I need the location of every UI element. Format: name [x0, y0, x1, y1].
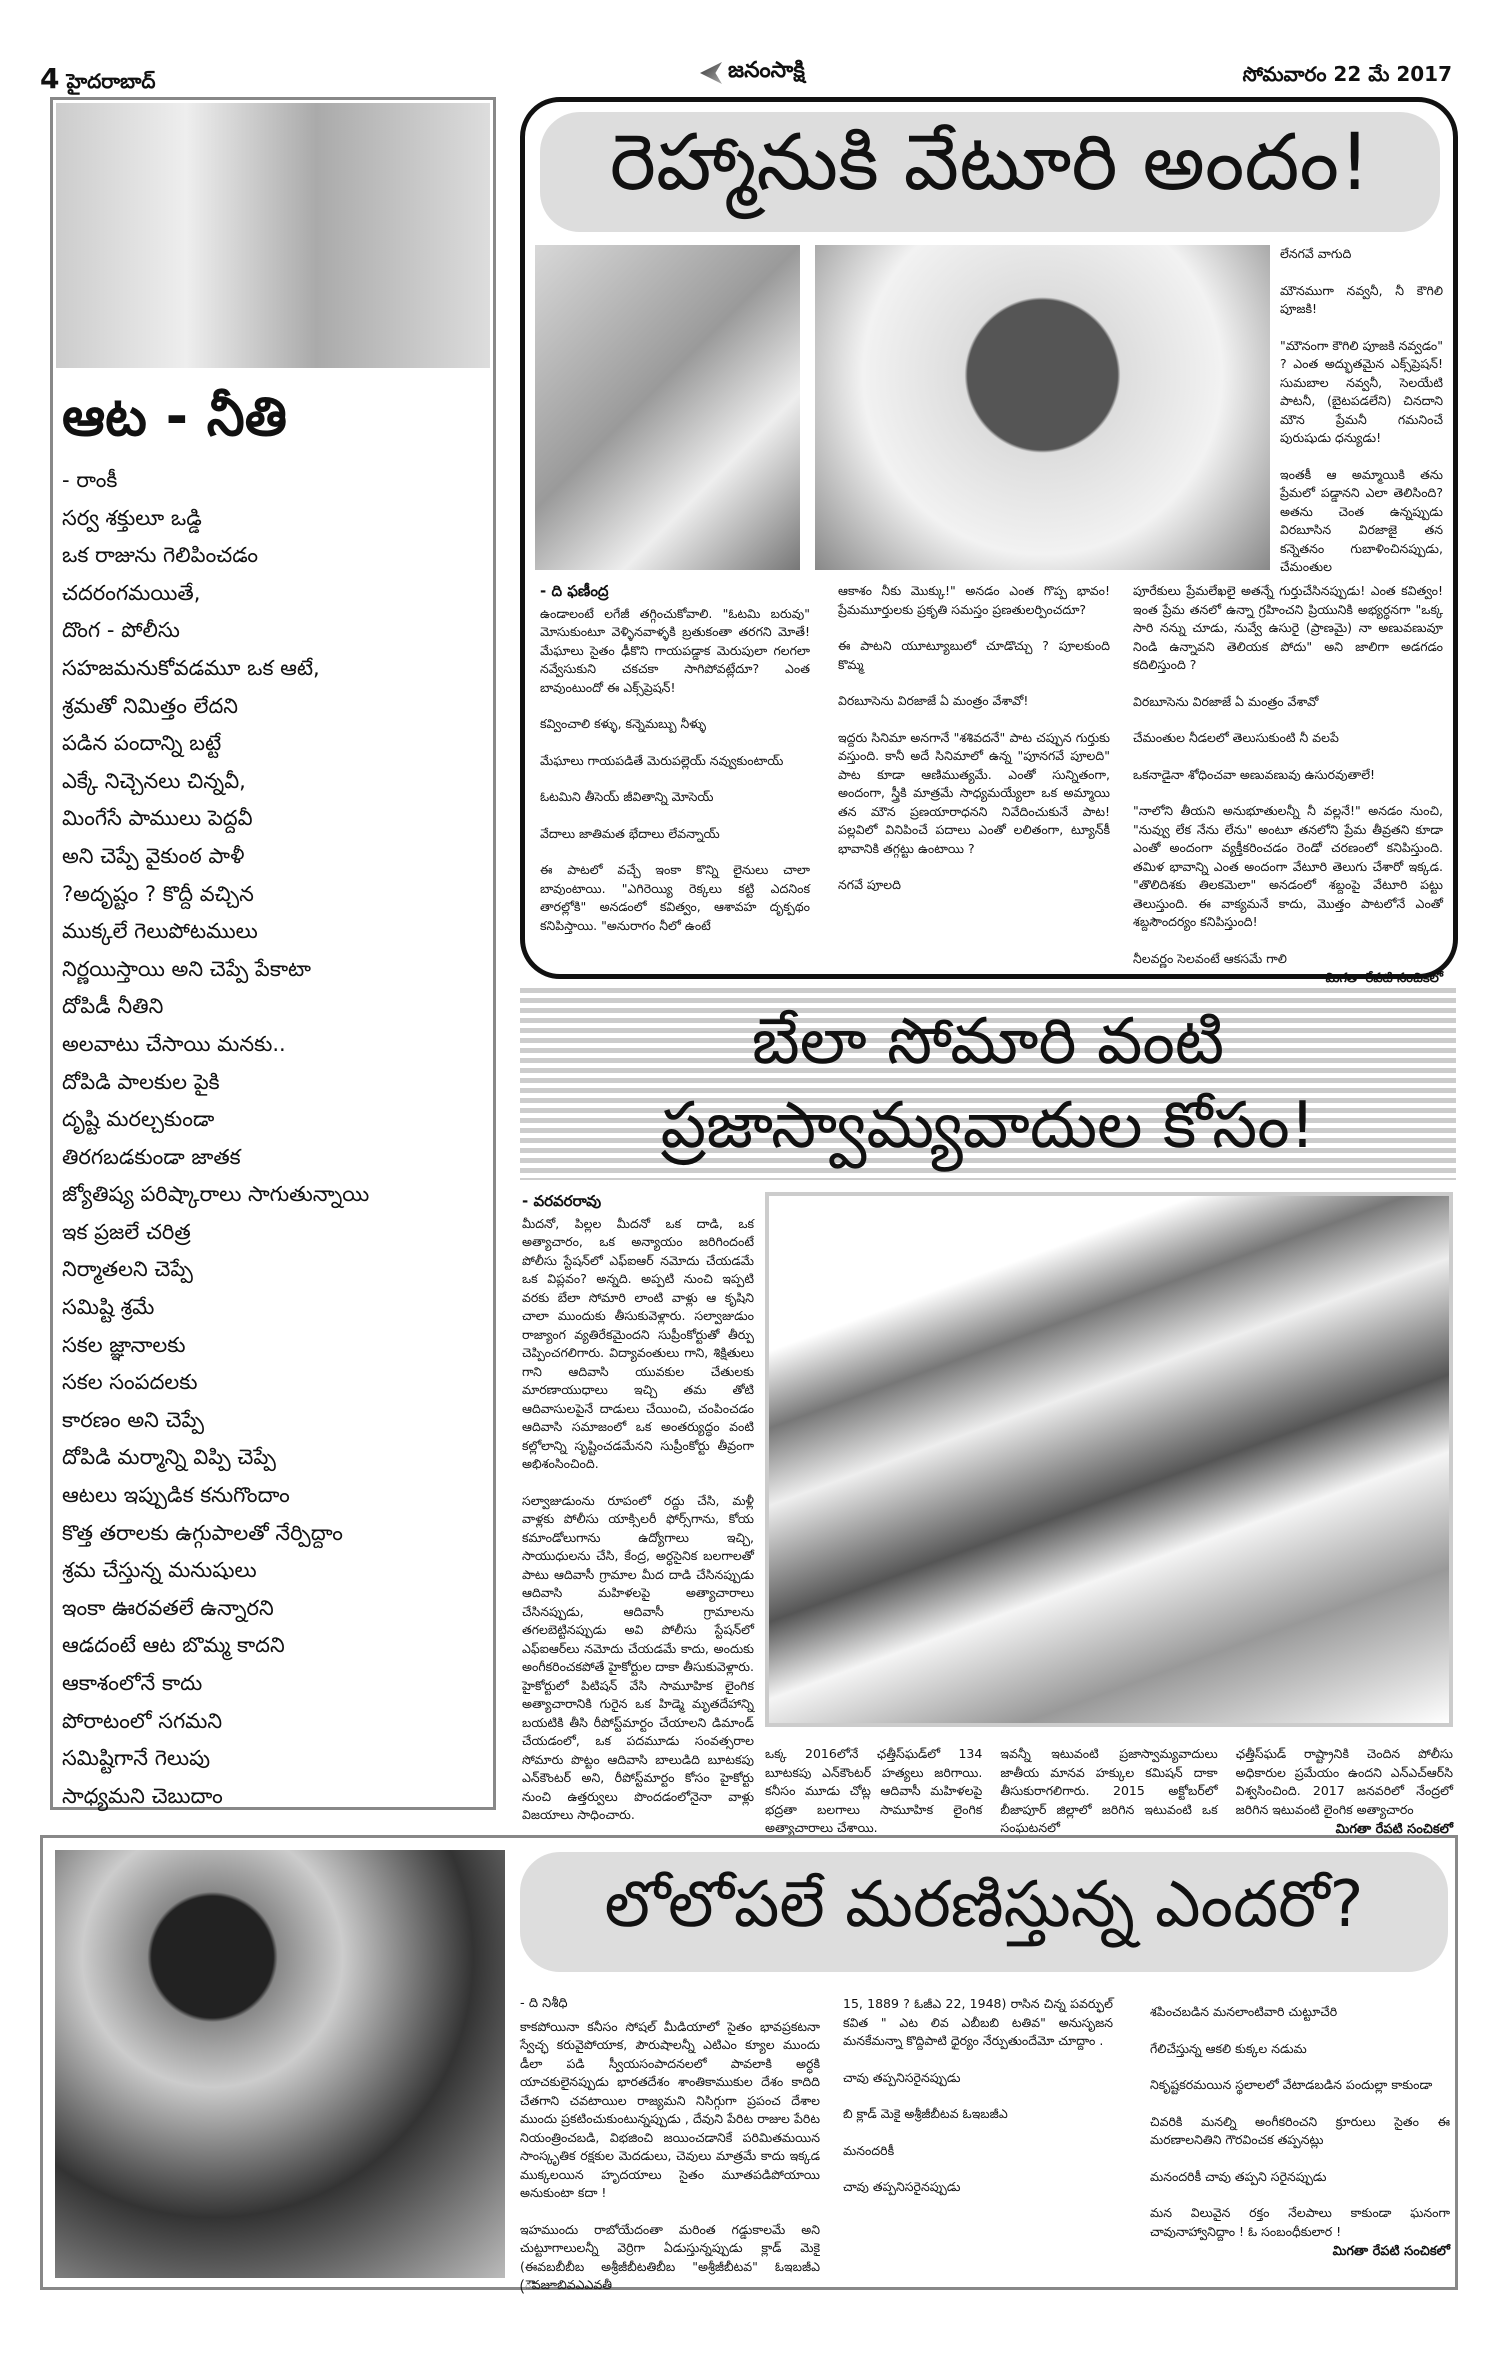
paragraph: చావు తప్పనిసరైనప్పుడు — [843, 2179, 961, 2194]
article1-footer — [1133, 950, 1443, 989]
page-number: 4 — [40, 62, 60, 95]
poem-line: ఆటలు ఇప్పుడిక కనుగొందాం — [62, 1483, 290, 1508]
article2-headline-line2: ప్రజాస్వామ్యవాదుల కోసం! — [660, 1089, 1316, 1163]
poem-line: ఆడదంటే ఆట బొమ్మ కాదని — [62, 1633, 285, 1658]
poet-photo — [55, 1850, 505, 2278]
poem-line: శ్రమ చేస్తున్న మనుషులు — [62, 1558, 257, 1583]
paragraph: కాకపోయినా కనీసం సోషల్ మీడియాలో సైతం భావప్రకటనా స్వేచ్ఛ కరువైపోయాక, పౌరుషాలన్నీ ఎటిఎం క్యూల ముందు డీలా పడి స్వీయసంపాదనలలో పావలాకి అర్ధకి యాచకులైనప్పుడు భారతదేశం శాంతికాముకుల దేశం కాదిది చేతగాని చవటాయిల రాజ్యమని నిసిగ్గుగా ప్రపంచ దేశాల ముందు ప్రకటించుకుంటున్నప్పుడు , దేవుని పేరిట రాజుల పేరిట నియంత్రించబడి, విభజించి జయించడానికే పరిమితమయిన సాంస్కృతిక రక్షకుల మెదడులు, చెవులు మాత్రమే కాదు ఇక్కడ ముక్కలయిన హృదయాలు సైతం మూతపడిపోయాయి అనుకుంటా కదా ! — [520, 2018, 820, 2200]
paragraph: ఇహముందు రాబోయేదంతా మరింత గడ్డుకాలమే అని చుట్టూగాలులన్నీ వెర్రిగా ఏడుస్తున్నప్పుడు క్లాడ్ మెకై (ఈవబబీబీబ అశ్రీజీబీటతిబీబ "అశ్రీజీబీటవ" ఓఇబజీఎ (ౌవజూబివఎఎవతీ — [520, 2221, 820, 2292]
paragraph: మేఘాలు గాయపడితే మెరుపల్లెయ్ నవ్వుకుంటాయ్ — [540, 752, 784, 768]
page-date: సోమవారం 22 మే 2017 — [1242, 62, 1452, 86]
paragraph: వేదాలు జాతిమత భేదాలు లేవన్నాయ్ — [540, 825, 720, 841]
paragraph: "నాలోని తీయని అనుభూతులన్నీ నీ వల్లనే!" అనడం నుంచి, "నువ్వు లేక నేను లేను" అంటూ తనలోని ప్రేమ తీవ్రతని కూడా ఎంతో అందంగా వ్యక్తీకరించడం రెండో చరణంలో కనిపిస్తుంది. తమిళ భావాన్ని ఎంత అందంగా వేటూరి తెలుగు చేశారో ఇక్కడ. "తొలిదిశకు తిలకమెలా" అనడంలో శబ్దంపై వేటూరి పట్టు తెలుస్తుంది. ఈ వాక్యమనే కాదు, మొత్తం పాటలోనే ఎంతో శబ్దసౌందర్యం కనిపిస్తుంది! — [1133, 803, 1443, 929]
paragraph: బి క్లాడ్ మెకై అశ్రీజీబీటవ ఓఇబజీఎ — [843, 2106, 1008, 2121]
article2-headline-line1: బేలా సోమారి వంటి — [751, 1005, 1225, 1079]
article3-headline: లోలోపలే మరణిస్తున్న ఎందరో? — [520, 1852, 1448, 1972]
article1-col-3 — [1133, 582, 1443, 989]
bottom-column — [1000, 1745, 1217, 1838]
article3-col-3 — [1150, 2003, 1450, 2262]
poem-line: పడిన పందాన్ని బట్టే — [62, 731, 222, 756]
paragraph: మన విలువైన రక్తం నేలపాలు కాకుండా ఘనంగా చావునాహ్వానిద్దాం ! ఓ సంబంధీకులార ! — [1150, 2205, 1450, 2239]
poem-line: కొత్త తరాలకు ఉగ్గుపాలతో నేర్పిద్దాం — [62, 1520, 343, 1545]
logo-icon — [700, 62, 722, 84]
article2-artwork — [765, 1192, 1453, 1727]
poem-line: దోపిడీ నీతిని — [62, 994, 164, 1019]
poem-line: తిరగబడకుండా జాతక — [62, 1144, 241, 1169]
continued-label: మిగతా రేపటి సంచికలో — [1325, 971, 1443, 986]
poem-illustration — [56, 103, 490, 368]
article1-col-2 — [838, 582, 1110, 913]
poem-line: దోపిడి మర్మాన్ని విప్పి చెప్పే — [62, 1445, 276, 1470]
poem-line: నిర్మాతలని చెప్పే — [62, 1257, 193, 1282]
paragraph: ఓటమిని తీసెయ్ జీవితాన్ని మోసెయ్ — [540, 789, 714, 804]
paragraph: ఈ పాటలో వచ్చే ఇంకా కొన్ని లైనులు చాలా బావుంటాయి. "ఎగిరెయ్యి రెక్కలు కట్టి ఎదనింక తారల్లోకి" అనడంలో కవిత్వం, ఆశావహ దృక్పథం కనిపిస్తాయి. "అనురాగం నీలో ఉంటే — [540, 862, 810, 933]
paragraph: నికృష్టకరమయిన స్థలాలలో వేటాడబడిన పందుల్లా కాకుండా — [1150, 2077, 1433, 2092]
article1-byline: - ది ఫణీంద్ర — [540, 582, 609, 600]
paragraph: శపించబడిన మనలాంటివారి చుట్టూచేరి — [1150, 2004, 1338, 2019]
paragraph: ఇవన్నీ ఇటువంటి ప్రజాస్వామ్యవాదులు జాతీయ మానవ హక్కుల కమిషన్ దాకా తీసుకురాగలిగారు. 2015 అక్టోబర్‌లో బీజాపూర్ జిల్లాలో జరిగిన ఇటువంటి ఒక సంఘటనలో — [1000, 1746, 1218, 1835]
article3-col-2 — [843, 1995, 1113, 2215]
continued-label: మిగతా రేపటి సంచికలో — [1335, 1822, 1453, 1837]
poem-line: పోరాటంలో సగమని — [62, 1708, 223, 1733]
continued-label: మిగతా రేపటి సంచికలో — [1332, 2244, 1450, 2259]
poem-line: సర్వ శక్తులూ ఒడ్డి — [62, 505, 202, 530]
poem-line: ఆకాశంలోనే కాదు — [62, 1671, 203, 1695]
poem-line: అని చెప్పే వైకుంఠ పాళీ — [62, 843, 245, 868]
paragraph: ఇంతకీ ఆ అమ్మాయికి తను ప్రేమలో పడ్డానని ఎలా తెలిసింది? అతను చెంత ఉన్నప్పుడు విరబూసిన విరజాజై తన కన్నెతనం గుబాళించినప్పుడు, చేమంతుల — [1280, 466, 1443, 574]
poem-title: ఆట - నీతి — [62, 385, 287, 448]
paragraph: ఛత్తీస్‌ఘడ్ రాష్ట్రానికి చెందిన పోలీసు అధికారుల ప్రమేయం ఉందని ఎన్ఎచ్ఆర్‌సి విశ్వసించింది. 2017 జనవరిలో నేంద్రలో జరిగిన ఇటువంటి లైంగిక అత్యాచారం — [1235, 1746, 1453, 1817]
poem-line: ముక్కలే గెలుపోటములు — [62, 919, 258, 944]
poem-line: శ్రమతో నిమిత్తం లేదని — [62, 693, 239, 718]
poem-line: ఇంకా ఊరవతలే ఉన్నారని — [62, 1595, 274, 1620]
page-header-left — [40, 62, 156, 98]
paragraph: మనందరికీ — [843, 2142, 895, 2158]
paragraph: విరబూసెను విరజాజే ఏ మంత్రం వేశావో! — [838, 693, 1029, 708]
paragraph: చావు తప్పనిసరైనప్పుడు — [843, 2069, 961, 2085]
article2-bottom-cols — [765, 1745, 1453, 1840]
poem-line: సమిష్టి శ్రమే — [62, 1295, 155, 1320]
paragraph: పూరేకులు ప్రేమలేఖలై అతన్నే గుర్తుచేసినప్పుడు! ఎంత కవిత్వం! ఇంత ప్రేమ తనలో ఉన్నా గ్రహించని ప్రియునికి అభ్యర్ధనగా "ఒక్క సారి నన్ను చూడు, నువ్వే ఉసురై (ప్రాణమై) నా అణువణువూ నిండి ఉన్నావని తెలియక పోదు" అని జాలిగా అడగడం కదిలిస్తుంది ? — [1133, 583, 1443, 672]
paragraph: గేలిచేస్తున్న ఆకలి కుక్కల నడుమ — [1150, 2040, 1307, 2056]
paragraph: ఆకాశం నీకు మొక్కు!" అనడం ఎంత గొప్ప భావం! ప్రేమమూర్తులకు ప్రకృతి సమస్తం ప్రణతులర్పించదూ? — [838, 583, 1110, 617]
poem-line: కారణం అని చెప్పే — [62, 1407, 205, 1432]
paragraph: ఈ పాటని యూట్యూబులో చూడొచ్చు ? పూలకుంది కొమ్మ — [838, 638, 1110, 672]
poem-line: జ్యోతిష్య పరిష్కారాలు సాగుతున్నాయి — [62, 1182, 370, 1207]
poem-line: సమిష్టిగానే గెలుపు — [62, 1746, 211, 1771]
paragraph: చేమంతుల నీడలలో తెలుసుకుంటి నీ వలపే — [1133, 730, 1339, 745]
poem-line: మింగేసే పాములు పెద్దవీ — [62, 806, 253, 831]
paragraph: మనందరికీ చావు తప్పని సరైనప్పుడు — [1150, 2168, 1327, 2184]
article3-col-1 — [520, 1995, 820, 2313]
paragraph: విరబూసెను విరజాజే ఏ మంత్రం వేశావో — [1133, 693, 1319, 709]
poem-line: సకల సంపదలకు — [62, 1370, 198, 1395]
article1-headline: రెహ్మానుకి వేటూరి అందం! — [540, 112, 1440, 232]
article2-headline — [520, 1000, 1456, 1168]
paragraph: "మౌనంగా కౌగిలి పూజకి నవ్వడం" ? ఎంత అద్భుతమైన ఎక్స్‌ప్రెషన్! సుమబాల నవ్వనీ, సెలయేటి పాటనీ, (బైటపడలేని) చినదాని మౌన ప్రేమనీ గమనించే పురుషుడు ధన్యుడు! — [1280, 337, 1443, 445]
paragraph: లేనగవే వాగుది — [1280, 246, 1352, 261]
poem-line: సాధ్యమని చెబుదాం — [62, 1783, 223, 1808]
paragraph: చివరికి మనల్ని అంగీకరించని క్రూరులు సైతం ఈ మరణాలనితిని గౌరవించక తప్పనట్లు — [1150, 2113, 1450, 2147]
paragraph: నగవే పూలది — [838, 877, 901, 892]
section-name: హైదరాబాద్ — [66, 69, 156, 93]
poem-body — [62, 462, 369, 1815]
paragraph: ఒకనాడైనా శోధించవా అణువణువు ఉసురవుతాలే! — [1133, 766, 1376, 782]
poem-line: అలవాటు చేసాయి మనకు.. — [62, 1031, 286, 1056]
article3-byline: - ది నిశీధి — [520, 1996, 568, 2011]
bottom-column — [765, 1745, 982, 1838]
paragraph: 15, 1889 ? ఓజీఎ 22, 1948) రాసిన చిన్న పవర్ఫుల్ కవిత " ఎట లివ ఎబీబబి టతివ" అనుసృజన మనకేమన్నా కొద్దిపాటి ధైర్యం నేర్పుతుందేమో చూద్దాం . — [843, 1996, 1113, 2048]
article2-byline: - వరవరరావు — [522, 1192, 602, 1210]
musician-photo — [815, 245, 1270, 570]
paragraph: ఉండాలంటే లగేజీ తగ్గించుకోవాలి. "ఓటమి బరువు" మోసుకుంటూ వెళ్ళినవాళ్ళకి బ్రతుకంతా తరగని మోతే! మేఘాలు సైతం ఢీకొని గాయపడ్డాక మెరుపులా గలగలా నవ్వేసుకుని చకచకా సాగిపోవట్లేదూ? ఎంత బావుంటుందో ఈ ఎక్స్‌ప్రెషన్! — [540, 605, 810, 695]
article2-col-left — [522, 1192, 754, 1843]
bottom-column — [1236, 1745, 1453, 1840]
article1-last-line: నీలవర్ణం సెలవంటే ఆకసమే గాలి — [1133, 950, 1287, 966]
paragraph: మీదనో, పిల్లల మీదనో ఒక దాడి, ఒక అత్యాచారం, ఒక అన్యాయం జరిగిందంటే పోలీసు స్టేషన్‌లో ఎఫ్ఐఆర్ నమోదు చేయడమే ఒక విప్లవం? అన్నది. అప్పటి నుంచి ఇప్పటి వరకు బేలా సోమారి లాంటి వాళ్లు ఆ కృషిని చాలా ముందుకు తీసుకువెళ్లారు. సల్వాజుడుం రాజ్యాంగ వ్యతిరేకమైందని సుప్రీంకోర్టుతో తీర్పు చెప్పించగలిగారు. విద్యావంతులు గాని, శిక్షితులు గాని ఆదివాసి యువకుల చేతులకు మారణాయుధాలు ఇచ్చి తమ తోటి ఆదివాసులపైనే దాడులు చేయించి, చంపించడం ఆదివాసి సమాజంలో ఒక అంతర్యుద్ధం వంటి కల్లోలాన్ని సృష్టించడమేనని సుప్రీంకోర్టు తీవ్రంగా అభిశంసించింది. — [522, 1215, 754, 1471]
poem-line: సహజమనుకోవడమూ ఒక ఆటే, — [62, 655, 320, 680]
paragraph: సల్వాజుడుంను రూపంలో రద్దు చేసి, మళ్లీ వాళ్లకు పోలీసు యాక్సిలరీ ఫోర్స్‌గాను, కోయ కమాండోలుగాను ఉద్యోగాలు ఇచ్చి, సాయుధులను చేసి, కేంద్ర, అర్ధసైనిక బలగాలతో పాటు ఆదివాసీ గ్రామాల మీద దాడి చేసినప్పుడు ఆదివాసి మహిళలపై అత్యాచారాలు చేసినప్పుడు, ఆదివాసీ గ్రామాలను తగలబెట్టినప్పుడు అవి పోలీసు స్టేషన్‌లో ఎఫ్ఐఆర్‌లు నమోదు చేయడమే కాదు, అందుకు అంగీకరించకపోతే హైకోర్టుల దాకా తీసుకువెళ్లారు. హైకోర్టులో పిటిషన్ వేసి సామూహిక లైంగిక అత్యాచారానికి గురైన ఒక హిడ్మె మృతదేహాన్ని బయటికి తీసి రీపోస్ట్‌మార్టం చేయాలని డిమాండ్ చేయడంలో, ఒక పదమూడు సంవత్సరాల సోమారు పొట్టం ఆదివాసి బాలుడిది బూటకపు ఎన్‌కౌంటర్ అని, రీపోస్ట్‌మార్టం కోసం హైకోర్టు నుంచి ఉత్తర్వులు పొందడంలోనైనా వాళ్లు విజయాలు సాధించారు. — [522, 1492, 754, 1822]
poem-line: దొంగ - పోలీసు — [62, 618, 180, 643]
lyricist-photo — [535, 245, 800, 570]
poem-line: ?అదృష్టం ? కొద్దీ వచ్చిన — [62, 881, 254, 906]
paragraph: ఒక్క 2016లోనే ఛత్తీస్‌ఘడ్‌లో 134 బూటకపు ఎన్‌కౌంటర్ హత్యలు జరిగాయి. కనీసం మూడు చోట్ల ఆదివాసీ మహిళలపై భద్రతా బలగాలు సామూహిక లైంగిక అత్యాచారాలు చేశాయి. — [765, 1746, 983, 1835]
poem-line: దోపిడి పాలకుల పైకి — [62, 1069, 220, 1094]
paragraph: కవ్వించాలి కళ్ళు, కన్నెమబ్బు నీళ్ళు — [540, 716, 707, 731]
poem-line: ఇక ప్రజలే చరిత్ర — [62, 1219, 191, 1244]
poem-line: సకల జ్ఞానాలకు — [62, 1332, 186, 1357]
poem-line: నిర్ణయిస్తాయి అని చెప్పే పేకాటా — [62, 956, 312, 981]
poem-line: ఒక రాజును గెలిపించడం — [62, 543, 259, 568]
article1-col-1 — [540, 582, 810, 953]
poem-line: దృష్టి మరల్చకుండా — [62, 1107, 215, 1132]
poem-author: - రాంకీ — [62, 468, 118, 492]
paragraph: ఇద్దరు సినిమా అనగానే "శశివదనే" పాట చప్పున గుర్తుకు వస్తుంది. కానీ అదే సినిమాలో ఉన్న "పూనగవే పూలది" పాట కూడా ఆణిముత్యమే. ఎంతో సున్నితంగా, అందంగా, స్త్రీకి మాత్రమే సాధ్యమయ్యేలా ఒక అమ్మాయి తన మౌన ప్రణయారాధనని నివేదించుకునే పాట! పల్లవిలో వినిపించే పదాలు ఎంతో లలితంగా, ట్యూన్‌కీ భావానికి తగ్గట్టు ఉంటాయి ? — [838, 729, 1110, 856]
paragraph: మౌనముగా నవ్వనీ, నీ కౌగిలి పూజకి! — [1280, 282, 1443, 316]
poem-line: చదరంగమయితే, — [62, 580, 201, 605]
poem-line: ఎక్కే నిచ్చెనలు చిన్నవీ, — [62, 768, 246, 793]
article1-col-right — [1280, 245, 1443, 595]
masthead-logo — [700, 58, 805, 88]
logo-text: జనంసాక్షి — [728, 58, 805, 83]
